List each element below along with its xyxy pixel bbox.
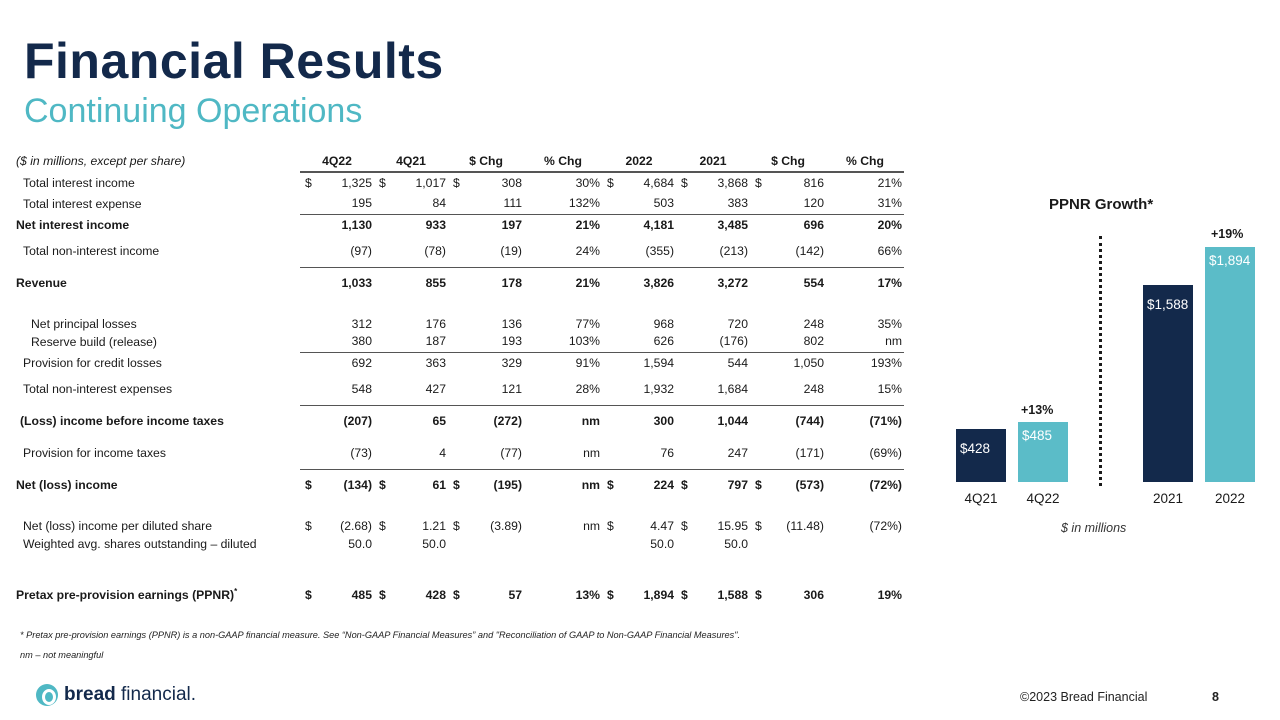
cell: 35% [877,317,902,331]
cell: 15.95 [717,519,748,533]
row-label: Total non-interest expenses [23,382,173,396]
cell: 855 [425,276,446,291]
cell: 308 [501,176,522,190]
table-row [14,469,904,501]
cell: 968 [653,317,674,331]
cell: 120 [768,193,826,214]
table-row [14,554,904,602]
cell: 91% [575,355,600,370]
cell: 306 [803,588,824,602]
cell: (142) [768,235,826,267]
table-row [14,501,904,533]
row-label: Total interest income [23,175,135,190]
table-row [14,437,904,469]
cell: (69%) [826,437,904,469]
currency-symbol: $ [305,519,312,533]
row-label [14,554,300,602]
cell: 136 [501,317,522,331]
bar-value-label: $1,588 [1147,297,1189,312]
cell: 1,044 [717,414,748,429]
cell: nm [581,414,600,429]
cell: 1.21 [422,519,446,533]
col-header: $ Chg [750,150,826,172]
currency-symbol: $ [681,176,688,190]
currency-symbol: $ [755,588,762,602]
cell: 30% [575,176,600,190]
growth-label-quarter: +13% [1021,403,1054,417]
table-row [14,214,904,235]
chart-divider [1099,236,1102,486]
cell: 187 [392,331,448,352]
row-label: Net (loss) income [16,478,118,492]
bar-2021 [1143,285,1193,482]
cell: 1,130 [341,217,372,232]
row-label: Revenue [16,276,67,290]
row-label: Weighted avg. shares outstanding – diluted [23,536,257,551]
col-header: 2021 [676,150,750,172]
cell: 1,017 [415,176,446,190]
currency-symbol: $ [607,478,614,493]
category-label: 4Q22 [1026,491,1060,506]
currency-symbol: $ [755,519,762,533]
cell: 428 [425,588,446,602]
cell [524,533,602,554]
bar-value-label: $485 [1022,428,1053,443]
cell [768,533,826,554]
cell: nm [524,437,602,469]
cell: 1,588 [717,588,748,602]
cell: 224 [653,478,674,493]
cell: (573) [795,478,824,493]
cell: 66% [826,235,904,267]
currency-symbol: $ [453,588,460,602]
table-row [14,267,904,299]
cell: 20% [877,217,902,232]
cell: 1,050 [793,355,824,370]
cell: 3,272 [717,276,748,291]
growth-label-year: +19% [1211,227,1244,241]
currency-symbol: $ [305,176,312,190]
cell: 248 [803,317,824,331]
cell: 503 [620,193,676,214]
cell: 76 [620,437,676,469]
cell: 4.47 [650,519,674,533]
col-header: 4Q22 [300,150,374,172]
chart-title: PPNR Growth* [1049,196,1154,213]
col-header: 2022 [602,150,676,172]
page-title: Financial Results [24,33,444,89]
row-label: Net principal losses [31,317,137,331]
currency-symbol: $ [681,519,688,533]
cell: (272) [493,414,522,429]
currency-symbol: $ [607,519,614,533]
cell: 111 [466,193,524,214]
cell: 548 [318,373,374,405]
cell: 380 [318,331,374,352]
cell: 31% [826,193,904,214]
row-label: Reserve build (release) [31,334,157,349]
row-label: Net interest income [16,217,130,232]
currency-symbol: $ [681,588,688,602]
currency-symbol: $ [607,176,614,190]
row-label: Net (loss) income per diluted share [23,519,212,533]
cell: (72%) [869,478,902,493]
currency-symbol: $ [755,176,762,190]
cell: (11.48) [786,519,824,533]
cell: (19) [466,235,524,267]
page-number: 8 [1212,690,1219,704]
ppnr-footnote: * Pretax pre-provision earnings (PPNR) is a non-GAAP financial measure. See “Non-GAAP Financial Measures” and "Reconciliation of GAAP to Non-GAAP Financial Measures". [20,630,741,640]
table-header-row [14,150,904,172]
cell: 61 [432,478,446,493]
row-label: Provision for credit losses [23,355,162,370]
cell: 247 [694,437,750,469]
cell: 121 [466,373,524,405]
cell: (77) [466,437,524,469]
cell: 4,181 [643,217,674,232]
category-label: 4Q21 [964,491,998,506]
cell: (2.68) [340,519,372,533]
category-label: 2021 [1152,491,1184,506]
table-row [14,193,904,214]
currency-symbol: $ [755,478,762,493]
currency-symbol: $ [681,478,688,493]
table-row [14,299,904,331]
cell: (176) [694,331,750,352]
currency-symbol: $ [379,176,386,190]
currency-symbol: $ [453,478,460,493]
cell: 178 [501,276,522,291]
cell: (71%) [869,414,902,429]
cell: (72%) [869,519,902,533]
cell: 193% [870,355,902,370]
cell: 1,594 [643,355,674,370]
table-row [14,405,904,437]
table-row [14,373,904,405]
cell: (744) [795,414,824,429]
cell: 300 [653,414,674,429]
table-row [14,352,904,373]
cell: (195) [493,478,522,493]
cell: (78) [392,235,448,267]
cell: 696 [803,217,824,232]
cell: (207) [343,414,372,429]
cell: 363 [425,355,446,370]
col-header: % Chg [524,150,602,172]
cell: 4,684 [643,176,674,190]
cell: 816 [803,176,824,190]
cell: 3,485 [717,217,748,232]
cell [826,533,904,554]
page-subtitle: Continuing Operations [24,92,363,130]
row-label: Total interest expense [23,196,142,211]
cell: 1,325 [341,176,372,190]
cell: 626 [620,331,676,352]
cell: 933 [425,217,446,232]
cell: 3,868 [717,176,748,190]
cell: (3.89) [490,519,522,533]
cell: 383 [694,193,750,214]
cell: 3,826 [643,276,674,291]
cell: 50.0 [724,536,748,551]
bread-financial-logo [36,684,196,706]
cell: 312 [351,317,372,331]
cell: 21% [877,176,902,190]
row-label: Provision for income taxes [23,446,166,460]
cell: (213) [694,235,750,267]
cell: 50.0 [422,536,446,551]
cell: 176 [425,317,446,331]
units-note: ($ in millions, except per share) [16,154,186,168]
copyright: ©2023 Bread Financial [1020,690,1148,704]
currency-symbol: $ [607,588,614,602]
cell: nm [826,331,904,352]
cell: 50.0 [650,536,674,551]
cell: nm [583,519,600,533]
cell: 1,033 [341,276,372,291]
category-label: 2022 [1214,491,1246,506]
currency-symbol: $ [305,478,312,493]
cell: 132% [524,193,602,214]
ppnr-label: Pretax pre-provision earnings (PPNR) [16,588,235,602]
cell: 554 [803,276,824,291]
cell: (171) [768,437,826,469]
bar-2022 [1205,247,1255,482]
cell: (355) [620,235,676,267]
row-label: (Loss) income before income taxes [20,414,224,428]
bread-logo-icon [36,684,58,706]
cell: 28% [524,373,602,405]
cell: 65 [432,414,446,429]
cell: 195 [318,193,374,214]
col-header: 4Q21 [374,150,448,172]
cell: 692 [351,355,372,370]
cell: 77% [575,317,600,331]
cell: 485 [351,588,372,602]
bar-value-label: $428 [960,441,991,456]
cell: 248 [768,373,826,405]
cell: 329 [501,355,522,370]
cell: 50.0 [348,536,372,551]
cell: 13% [575,588,600,602]
cell: 19% [877,588,902,602]
cell: (73) [318,437,374,469]
table-row [14,235,904,267]
cell: 103% [524,331,602,352]
table-row [14,172,904,193]
col-header: $ Chg [448,150,524,172]
row-label: Total non-interest income [23,244,160,258]
col-header: % Chg [826,150,904,172]
cell: 84 [392,193,448,214]
currency-symbol: $ [453,176,460,190]
nm-footnote: nm – not meaningful [20,650,104,660]
cell: 802 [768,331,826,352]
logo-wordmark: bread financial. [64,684,197,705]
chart-units-label: $ in millions [1061,521,1127,535]
cell: 21% [575,217,600,232]
cell: 21% [575,276,600,291]
bar-value-label: $1,894 [1209,253,1251,268]
cell: 720 [727,317,748,331]
currency-symbol: $ [305,588,312,602]
cell: (97) [318,235,374,267]
cell: nm [581,478,600,493]
cell: 1,932 [620,373,676,405]
cell: 1,684 [694,373,750,405]
cell [466,533,524,554]
cell: 797 [727,478,748,493]
currency-symbol: $ [453,519,460,533]
cell: 17% [877,276,902,291]
cell: 193 [466,331,524,352]
ppnr-footnote-marker: * [234,586,238,596]
cell: 15% [826,373,904,405]
cell: 24% [524,235,602,267]
cell: (134) [343,478,372,493]
cell: 1,894 [643,588,674,602]
financial-results-table [14,150,904,602]
currency-symbol: $ [379,519,386,533]
cell: 197 [501,217,522,232]
table-row [14,533,904,554]
currency-symbol: $ [379,588,386,602]
cell: 57 [508,588,522,602]
cell: 4 [392,437,448,469]
table-row [14,331,904,352]
currency-symbol: $ [379,478,386,493]
cell: 544 [727,355,748,370]
cell: 427 [392,373,448,405]
